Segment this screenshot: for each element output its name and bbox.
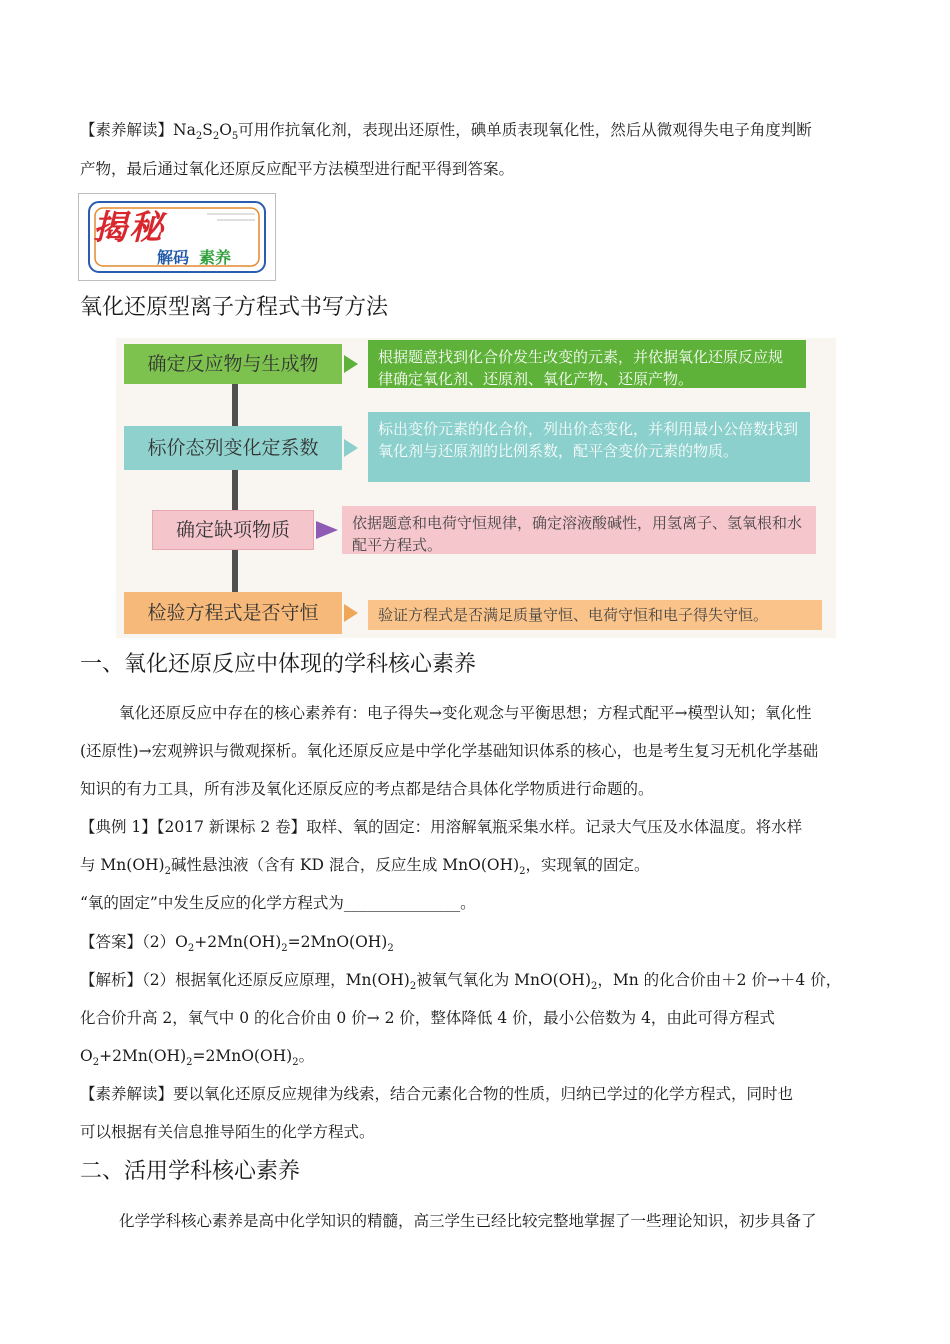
- method-flowchart: [116, 338, 836, 638]
- paragraph-line: (还原性)→宏观辨识与微观探析。氧化还原反应是中学化学基础知识体系的核心，也是考生复习无机化学基础: [80, 742, 819, 760]
- stamp-subtitle-green: 素养: [199, 248, 232, 267]
- section-2-title: 二、活用学科核心素养: [80, 1159, 301, 1184]
- section-1-title: 一、氧化还原反应中体现的学科核心素养: [80, 652, 477, 677]
- literacy-line-2: 可以根据有关信息推导陌生的化学方程式。: [80, 1123, 375, 1141]
- analysis-line-1: 【解析】（2）根据氧化还原反应原理，$Mn(OH)_2$被氧气氧化为 $MnO(OH)_2$，Mn 的化合价由＋2 价→＋4 价，: [80, 971, 842, 992]
- example-tag: 【典例 1】【2017 新课标 2 卷】: [80, 818, 307, 836]
- arrow-right-icon: [344, 355, 358, 373]
- flow-desc-2: 标出变价元素的化合价，列出价态变化，并利用最小公倍数找到氧化剂与还原剂的比例系数，配平含变价元素的物质。: [368, 412, 810, 482]
- intro-line-1: [80, 120, 812, 147]
- arrow-right-icon: [344, 604, 358, 622]
- formula-na2s2o5: $Na_2S_2O_5$: [173, 121, 239, 142]
- analysis-tag: 【解析】: [80, 971, 143, 989]
- flow-desc-1: 根据题意找到化合价发生改变的元素，并依据氧化还原反应规律确定氧化剂、还原剂、氧化产物、还原产物。: [368, 340, 806, 388]
- paragraph-line: 氧化还原反应中存在的核心素养有：电子得失→变化观念与平衡思想；方程式配平→模型认知；氧化性: [119, 704, 812, 722]
- literacy-tag: 【素养解读】: [80, 121, 174, 139]
- intro-line-2: 产物，最后通过氧化还原反应配平方法模型进行配平得到答案。: [80, 160, 515, 178]
- example-line-1: 【典例 1】【2017 新课标 2 卷】取样、氧的固定：用溶解氧瓶采集水样。记录大气压及水体温度。将水样: [80, 818, 803, 836]
- flow-desc-4: 验证方程式是否满足质量守恒、电荷守恒和电子得失守恒。: [368, 600, 822, 630]
- literacy-tag: 【素养解读】: [80, 1085, 174, 1103]
- paragraph-line: 知识的有力工具，所有涉及氧化还原反应的考点都是结合具体化学物质进行命题的。: [80, 780, 654, 798]
- paragraph-line: 化学学科核心素养是高中化学知识的精髓，高三学生已经比较完整地掌握了一些理论知识，初步具备了: [119, 1212, 817, 1230]
- analysis-line-2: 化合价升高 2，氧气中 0 的化合价由 0 价→ 2 价，整体降低 4 价，最小公倍数为 4，由此可得方程式: [80, 1009, 775, 1027]
- arrow-right-icon: [316, 521, 338, 539]
- arrow-right-icon: [344, 439, 358, 457]
- stamp-title: 揭秘: [93, 208, 165, 248]
- literacy-line-1: 【素养解读】要以氧化还原反应规律为线索，结合元素化合物的性质，归纳已学过的化学方程式，同时也: [80, 1085, 794, 1103]
- flow-step-3: 确定缺项物质: [152, 510, 314, 550]
- example-line-2: 与 $Mn(OH)_2$碱性悬浊液（含有 KD 混合，反应生成 $MnO(OH)_2$，实现氧的固定。: [80, 856, 650, 877]
- intro-text: 可用作抗氧化剂，表现出还原性，碘单质表现氧化性，然后从微观得失电子角度判断: [238, 121, 812, 139]
- method-title: 氧化还原型离子方程式书写方法: [80, 295, 389, 320]
- flow-desc-3: 依据题意和电荷守恒规律，确定溶液酸碱性，用氢离子、氢氧根和水配平方程式。: [342, 506, 816, 554]
- flow-step-2: 标价态列变化定系数: [124, 426, 342, 470]
- answer-tag: 【答案】: [80, 933, 143, 951]
- flow-connector: [232, 550, 238, 592]
- decode-literacy-stamp: [78, 193, 276, 281]
- analysis-line-3: $O_2+2Mn(OH)_2=2MnO(OH)_2$。: [80, 1047, 315, 1068]
- flow-step-4: 检验方程式是否守恒: [124, 592, 342, 634]
- stamp-subtitle-blue: 解码: [157, 248, 190, 267]
- question-line: “氧的固定”中发生反应的化学方程式为_______________。: [80, 894, 476, 912]
- flow-step-1: 确定反应物与生成物: [124, 344, 342, 384]
- answer-line: 【答案】$(2)O_2+2Mn(OH)_2=2MnO(OH)_2$: [80, 933, 394, 954]
- flow-connector: [232, 384, 238, 426]
- flow-connector: [232, 470, 238, 510]
